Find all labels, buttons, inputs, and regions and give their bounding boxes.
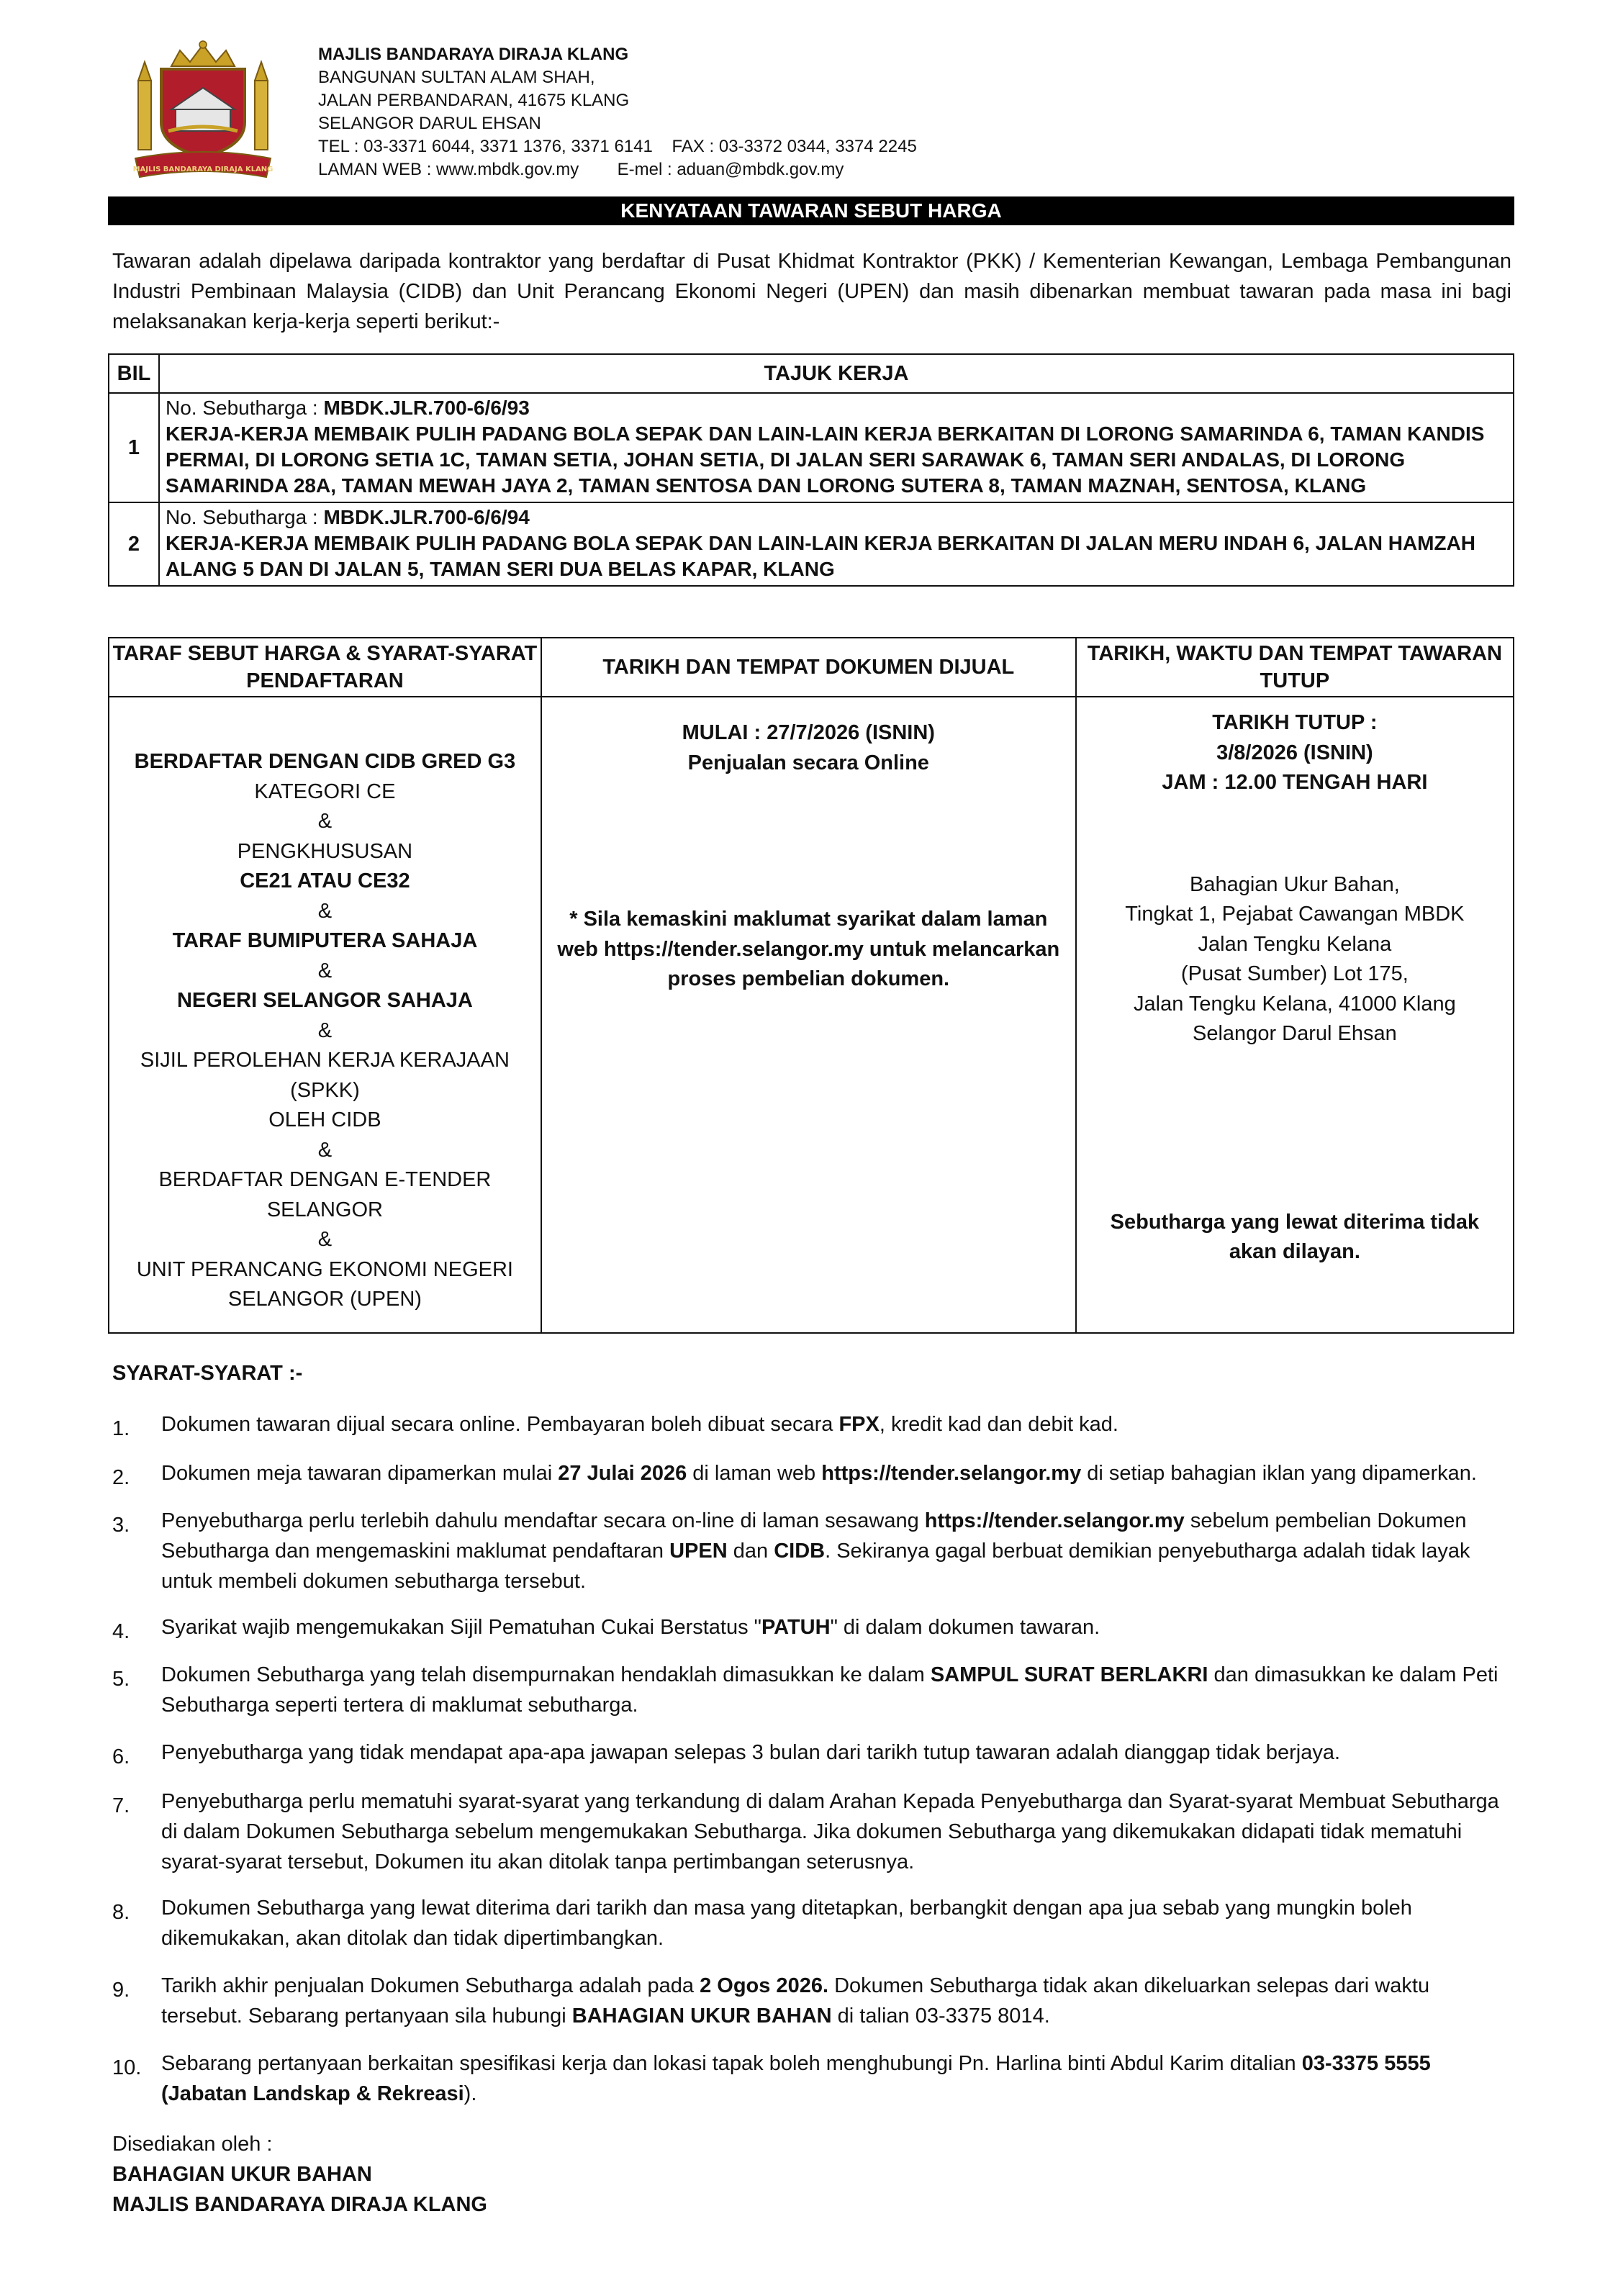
quotation-number: No. Sebutharga : MBDK.JLR.700-6/6/94	[166, 506, 530, 528]
submission-place	[1077, 870, 1512, 1049]
condition-text: Dokumen Sebutharga yang telah disempurnakan hendaklah dimasukkan ke dalam SAMPUL SURAT BERLAKRI dan dimasukkan ke dalam Peti Sebutharga seperti tertera di maklumat sebutharga.	[161, 1663, 1498, 1717]
condition-text: Penyebutharga perlu mematuhi syarat-syarat yang terkandung di dalam Arahan Kepada Penyebutharga dan Syarat-syarat Membuat Sebutharga di dalam Dokumen Sebutharga sebelum mengemukakan Sebutharga. Jika dokumen Sebutharga yang dikemukakan didapati tidak mematuhi syarat-syarat tersebut, Dokumen itu akan ditolak tanpa pertimbangan seterusnya.	[161, 1790, 1499, 1874]
requirement-line: TARAF BUMIPUTERA SAHAJA	[172, 929, 478, 952]
sale-mode: Penjualan secara Online	[687, 751, 929, 774]
header-tajuk-kerja: TAJUK KERJA	[159, 354, 1514, 393]
requirement-line: SIJIL PEROLEHAN KERJA KERAJAAN (SPKK)	[140, 1049, 510, 1102]
table-row	[109, 393, 1514, 502]
crest-ribbon-text: MAJLIS BANDARAYA DIRAJA KLANG	[132, 166, 273, 173]
header-bil: BIL	[109, 354, 159, 393]
address-line-2: JALAN PERBANDARAN, 41675 KLANG	[318, 91, 630, 110]
condition-number: 5.	[112, 1668, 130, 1691]
header-registration-requirements: TARAF SEBUT HARGA & SYARAT-SYARAT PENDAFTARAN	[109, 638, 541, 697]
requirement-line: NEGERI SELANGOR SAHAJA	[176, 989, 473, 1012]
condition-number: 3.	[112, 1514, 130, 1537]
condition-text: Dokumen Sebutharga yang lewat diterima dari tarikh dan masa yang ditetapkan, berbangkit dengan apa jua sebab yang mungkin boleh dikemukakan, akan ditolak dan tidak dipertimbangkan.	[161, 1897, 1412, 1950]
details-table-body	[109, 697, 1514, 1333]
requirement-line: &	[317, 1138, 333, 1162]
late-submission-note: Sebutharga yang lewat diterima tidak akan dilayan.	[1110, 1210, 1480, 1263]
mbdk-crest-logo	[128, 37, 278, 187]
intro-paragraph: Tawaran adalah dipelawa daripada kontraktor yang berdaftar di Pusat Khidmat Kontraktor (PKK) / Kementerian Kewangan, Lembaga Pembangunan Industri Pembinaan Malaysia (CIDB) dan Unit Perancang Ekonomi Negeri (UPEN) dan masih dibenarkan membuat tawaran pada masa ini bagi melaksanakan kerja-kerja seperti berikut:-	[112, 250, 1511, 333]
job-cell	[159, 393, 1514, 502]
condition-number: 6.	[112, 1745, 130, 1768]
conditions-title: SYARAT-SYARAT :-	[112, 1362, 303, 1385]
requirement-line: UNIT PERANCANG EKONOMI NEGERI	[136, 1257, 513, 1281]
condition-text: Tarikh akhir penjualan Dokumen Sebutharga adalah pada 2 Ogos 2026. Dokumen Sebutharga tidak akan dikeluarkan selepas dari waktu tersebut. Sebarang pertanyaan sila hubungi BAHAGIAN UKUR BAHAN di talian 03-3375 8014.	[161, 1974, 1430, 2028]
condition-item	[112, 1458, 1511, 1488]
condition-number: 4.	[112, 1620, 130, 1643]
sale-note: * Sila kemaskini maklumat syarikat dalam laman web https://tender.selangor.my untuk melancarkan proses pembelian dokumen.	[557, 908, 1060, 990]
prepared-by-label: Disediakan oleh :	[112, 2133, 273, 2156]
closing-time: JAM : 12.00 TENGAH HARI	[1162, 771, 1428, 794]
registration-requirements-cell	[109, 697, 541, 1333]
works-table-header	[109, 354, 1514, 393]
document-sale-cell	[541, 697, 1076, 1333]
condition-item	[112, 1409, 1511, 1439]
requirement-line: KATEGORI CE	[254, 779, 396, 803]
requirement-line: &	[317, 1018, 333, 1042]
place-line: Bahagian Ukur Bahan,	[1189, 872, 1400, 896]
works-table	[108, 353, 1514, 587]
address-line-3: SELANGOR DARUL EHSAN	[318, 114, 541, 133]
condition-number: 2.	[112, 1466, 130, 1489]
condition-number: 8.	[112, 1901, 130, 1924]
condition-text: Dokumen tawaran dijual secara online. Pembayaran boleh dibuat secara FPX, kredit kad dan debit kad.	[161, 1413, 1118, 1436]
job-cell	[159, 502, 1514, 586]
requirement-line: &	[317, 959, 333, 982]
details-table-header	[109, 638, 1514, 697]
condition-text: Dokumen meja tawaran dipamerkan mulai 27 Julai 2026 di laman web https://tender.selangor.my di setiap bahagian iklan yang dipamerkan.	[161, 1462, 1477, 1485]
condition-number: 7.	[112, 1794, 130, 1817]
condition-item	[112, 1737, 1511, 1768]
requirement-line: SELANGOR	[266, 1198, 383, 1221]
contact-line-phone: TEL : 03-3371 6044, 3371 1376, 3371 6141 FAX : 03-3372 0344, 3374 2245	[318, 137, 917, 156]
requirement-line: &	[317, 1228, 333, 1251]
place-line: Jalan Tengku Kelana	[1198, 932, 1392, 956]
header-document-sale: TARIKH DAN TEMPAT DOKUMEN DIJUAL	[541, 638, 1076, 697]
condition-item	[112, 1893, 1511, 1953]
condition-item	[112, 1660, 1511, 1720]
condition-number: 1.	[112, 1417, 130, 1440]
table-row	[109, 502, 1514, 586]
closing-cell	[1076, 697, 1514, 1333]
organisation-name: MAJLIS BANDARAYA DIRAJA KLANG	[318, 45, 629, 64]
requirement-line: CE21 ATAU CE32	[240, 869, 410, 892]
requirement-line: SELANGOR (UPEN)	[227, 1288, 422, 1311]
closing-label: TARIKH TUTUP :	[1212, 711, 1378, 734]
requirement-line: &	[317, 810, 333, 833]
condition-number: 9.	[112, 1979, 130, 2002]
notice-title-banner: KENYATAAN TAWARAN SEBUT HARGA	[108, 196, 1514, 225]
requirement-line: OLEH CIDB	[268, 1108, 381, 1131]
condition-item	[112, 1612, 1511, 1642]
organisation-address-block	[318, 43, 917, 181]
condition-text: Syarikat wajib mengemukakan Sijil Pematuhan Cukai Berstatus "PATUH" di dalam dokumen tawaran.	[161, 1616, 1100, 1639]
condition-number: 10.	[112, 2056, 142, 2079]
sale-start-date: MULAI : 27/7/2026 (ISNIN)	[682, 721, 935, 744]
prepared-by-block	[112, 2129, 487, 2220]
prepared-by-department: BAHAGIAN UKUR BAHAN	[112, 2163, 372, 2186]
registration-requirements-list	[110, 698, 540, 1315]
details-table	[108, 637, 1514, 1334]
contact-line-web: LAMAN WEB : www.mbdk.gov.my E-mel : aduan@mbdk.gov.my	[318, 160, 844, 179]
prepared-by-organisation: MAJLIS BANDARAYA DIRAJA KLANG	[112, 2193, 487, 2216]
requirement-line: BERDAFTAR DENGAN E-TENDER	[158, 1168, 492, 1191]
condition-item	[112, 1971, 1511, 2031]
place-line: Tingkat 1, Pejabat Cawangan MBDK	[1125, 903, 1465, 926]
requirement-line: BERDAFTAR DENGAN CIDB GRED G3	[134, 750, 516, 773]
address-line-1: BANGUNAN SULTAN ALAM SHAH,	[318, 68, 595, 87]
job-title: KERJA-KERJA MEMBAIK PULIH PADANG BOLA SEPAK DAN LAIN-LAIN KERJA BERKAITAN DI LORONG SAMARINDA 6, TAMAN KANDIS PERMAI, DI LORONG SETIA 1C, TAMAN SETIA, JOHAN SETIA, DI JALAN SERI SARAWAK 6, TAMAN SERI ANDALAS, DI LORONG SAMARINDA 28A, TAMAN MEWAH JAYA 2, TAMAN SENTOSA DAN LORONG SUTERA 8, TAMAN MAZNAH, SENTOSA, KLANG	[166, 422, 1485, 497]
place-line: Jalan Tengku Kelana, 41000 Klang	[1134, 992, 1456, 1016]
condition-item	[112, 1506, 1511, 1596]
condition-item	[112, 1786, 1511, 1877]
condition-text: Penyebutharga yang tidak mendapat apa-apa jawapan selepas 3 bulan dari tarikh tutup tawaran adalah dianggap tidak berjaya.	[161, 1741, 1341, 1764]
requirement-line: &	[317, 899, 333, 923]
place-line: (Pusat Sumber) Lot 175,	[1180, 962, 1409, 985]
quotation-number: No. Sebutharga : MBDK.JLR.700-6/6/93	[166, 397, 530, 419]
row-number: 1	[109, 393, 159, 502]
condition-item	[112, 2048, 1511, 2109]
condition-text: Penyebutharga perlu terlebih dahulu mendaftar secara on-line di laman sesawang https://tender.selangor.my sebelum pembelian Dokumen Sebutharga dan mengemaskini maklumat pendaftaran UPEN dan CIDB. Sekiranya gagal berbuat demikian penyebutharga adalah tidak layak untuk membeli dokumen sebutharga tersebut.	[161, 1509, 1470, 1593]
requirement-line: PENGKHUSUSAN	[237, 839, 413, 863]
place-line: Selangor Darul Ehsan	[1193, 1022, 1397, 1045]
closing-date: 3/8/2026 (ISNIN)	[1216, 741, 1373, 764]
condition-text: Sebarang pertanyaan berkaitan spesifikasi kerja dan lokasi tapak boleh menghubungi Pn. Harlina binti Abdul Karim ditalian 03-3375 5555 (Jabatan Landskap & Rekreasi).	[161, 2052, 1431, 2105]
job-title: KERJA-KERJA MEMBAIK PULIH PADANG BOLA SEPAK DAN LAIN-LAIN KERJA BERKAITAN DI JALAN MERU INDAH 6, JALAN HAMZAH ALANG 5 DAN DI JALAN 5, TAMAN SERI DUA BELAS KAPAR, KLANG	[166, 532, 1476, 580]
header-closing: TARIKH, WAKTU DAN TEMPAT TAWARAN TUTUP	[1076, 638, 1514, 697]
row-number: 2	[109, 502, 159, 586]
